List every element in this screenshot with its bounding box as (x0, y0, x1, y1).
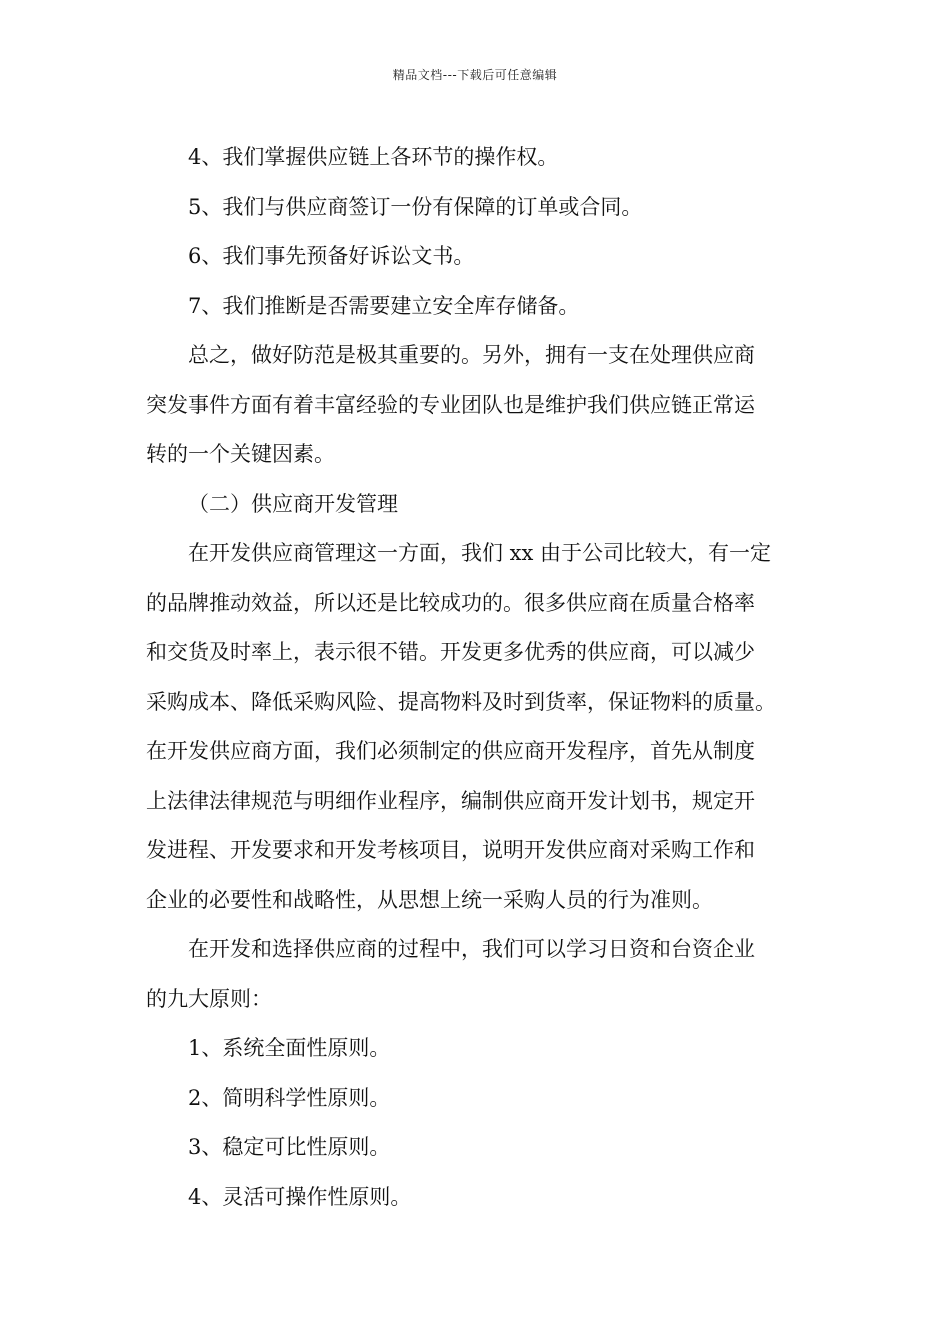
page-header: 精品文档---下载后可任意编辑 (392, 68, 558, 82)
paragraph-line: 发进程、开发要求和开发考核项目，说明开发供应商对采购工作和 (146, 838, 755, 862)
paragraph-line: 的九大原则： (146, 986, 272, 1011)
section-heading: （二）供应商开发管理 (188, 491, 398, 516)
list-item: 1、系统全面性原则。 (188, 1036, 391, 1060)
list-item: 4、灵活可操作性原则。 (188, 1184, 412, 1209)
paragraph-line: 在开发供应商管理这一方面，我们 xx 由于公司比较大，有一定 (188, 541, 772, 565)
paragraph-line: 转的一个关键因素。 (146, 442, 335, 466)
list-item: 5、我们与供应商签订一份有保障的订单或合同。 (188, 194, 643, 219)
list-item: 4、我们掌握供应链上各环节的操作权。 (188, 145, 559, 169)
list-item: 2、简明科学性原则。 (188, 1085, 391, 1110)
paragraph-line: 在开发和选择供应商的过程中，我们可以学习日资和台资企业 (188, 937, 755, 961)
paragraph-line: 上法律法律规范与明细作业程序，编制供应商开发计划书，规定开 (146, 788, 755, 813)
document-body (146, 133, 826, 1222)
paragraph-line: 在开发供应商方面，我们必须制定的供应商开发程序，首先从制度 (146, 739, 755, 763)
paragraph-line: 采购成本、降低采购风险、提高物料及时到货率，保证物料的质量。 (146, 689, 776, 714)
paragraph-line: 企业的必要性和战略性，从思想上统一采购人员的行为准则。 (146, 887, 713, 912)
paragraph-line: 突发事件方面有着丰富经验的专业团队也是维护我们供应链正常运 (146, 392, 755, 417)
paragraph-line: 和交货及时率上，表示很不错。开发更多优秀的供应商，可以减少 (146, 640, 755, 664)
paragraph-line: 的品牌推动效益，所以还是比较成功的。很多供应商在质量合格率 (146, 590, 755, 615)
paragraph-line: 总之，做好防范是极其重要的。另外，拥有一支在处理供应商 (188, 343, 755, 367)
list-item: 3、稳定可比性原则。 (188, 1135, 391, 1159)
list-item: 7、我们推断是否需要建立安全库存储备。 (188, 293, 580, 318)
list-item: 6、我们事先预备好诉讼文书。 (188, 244, 475, 268)
